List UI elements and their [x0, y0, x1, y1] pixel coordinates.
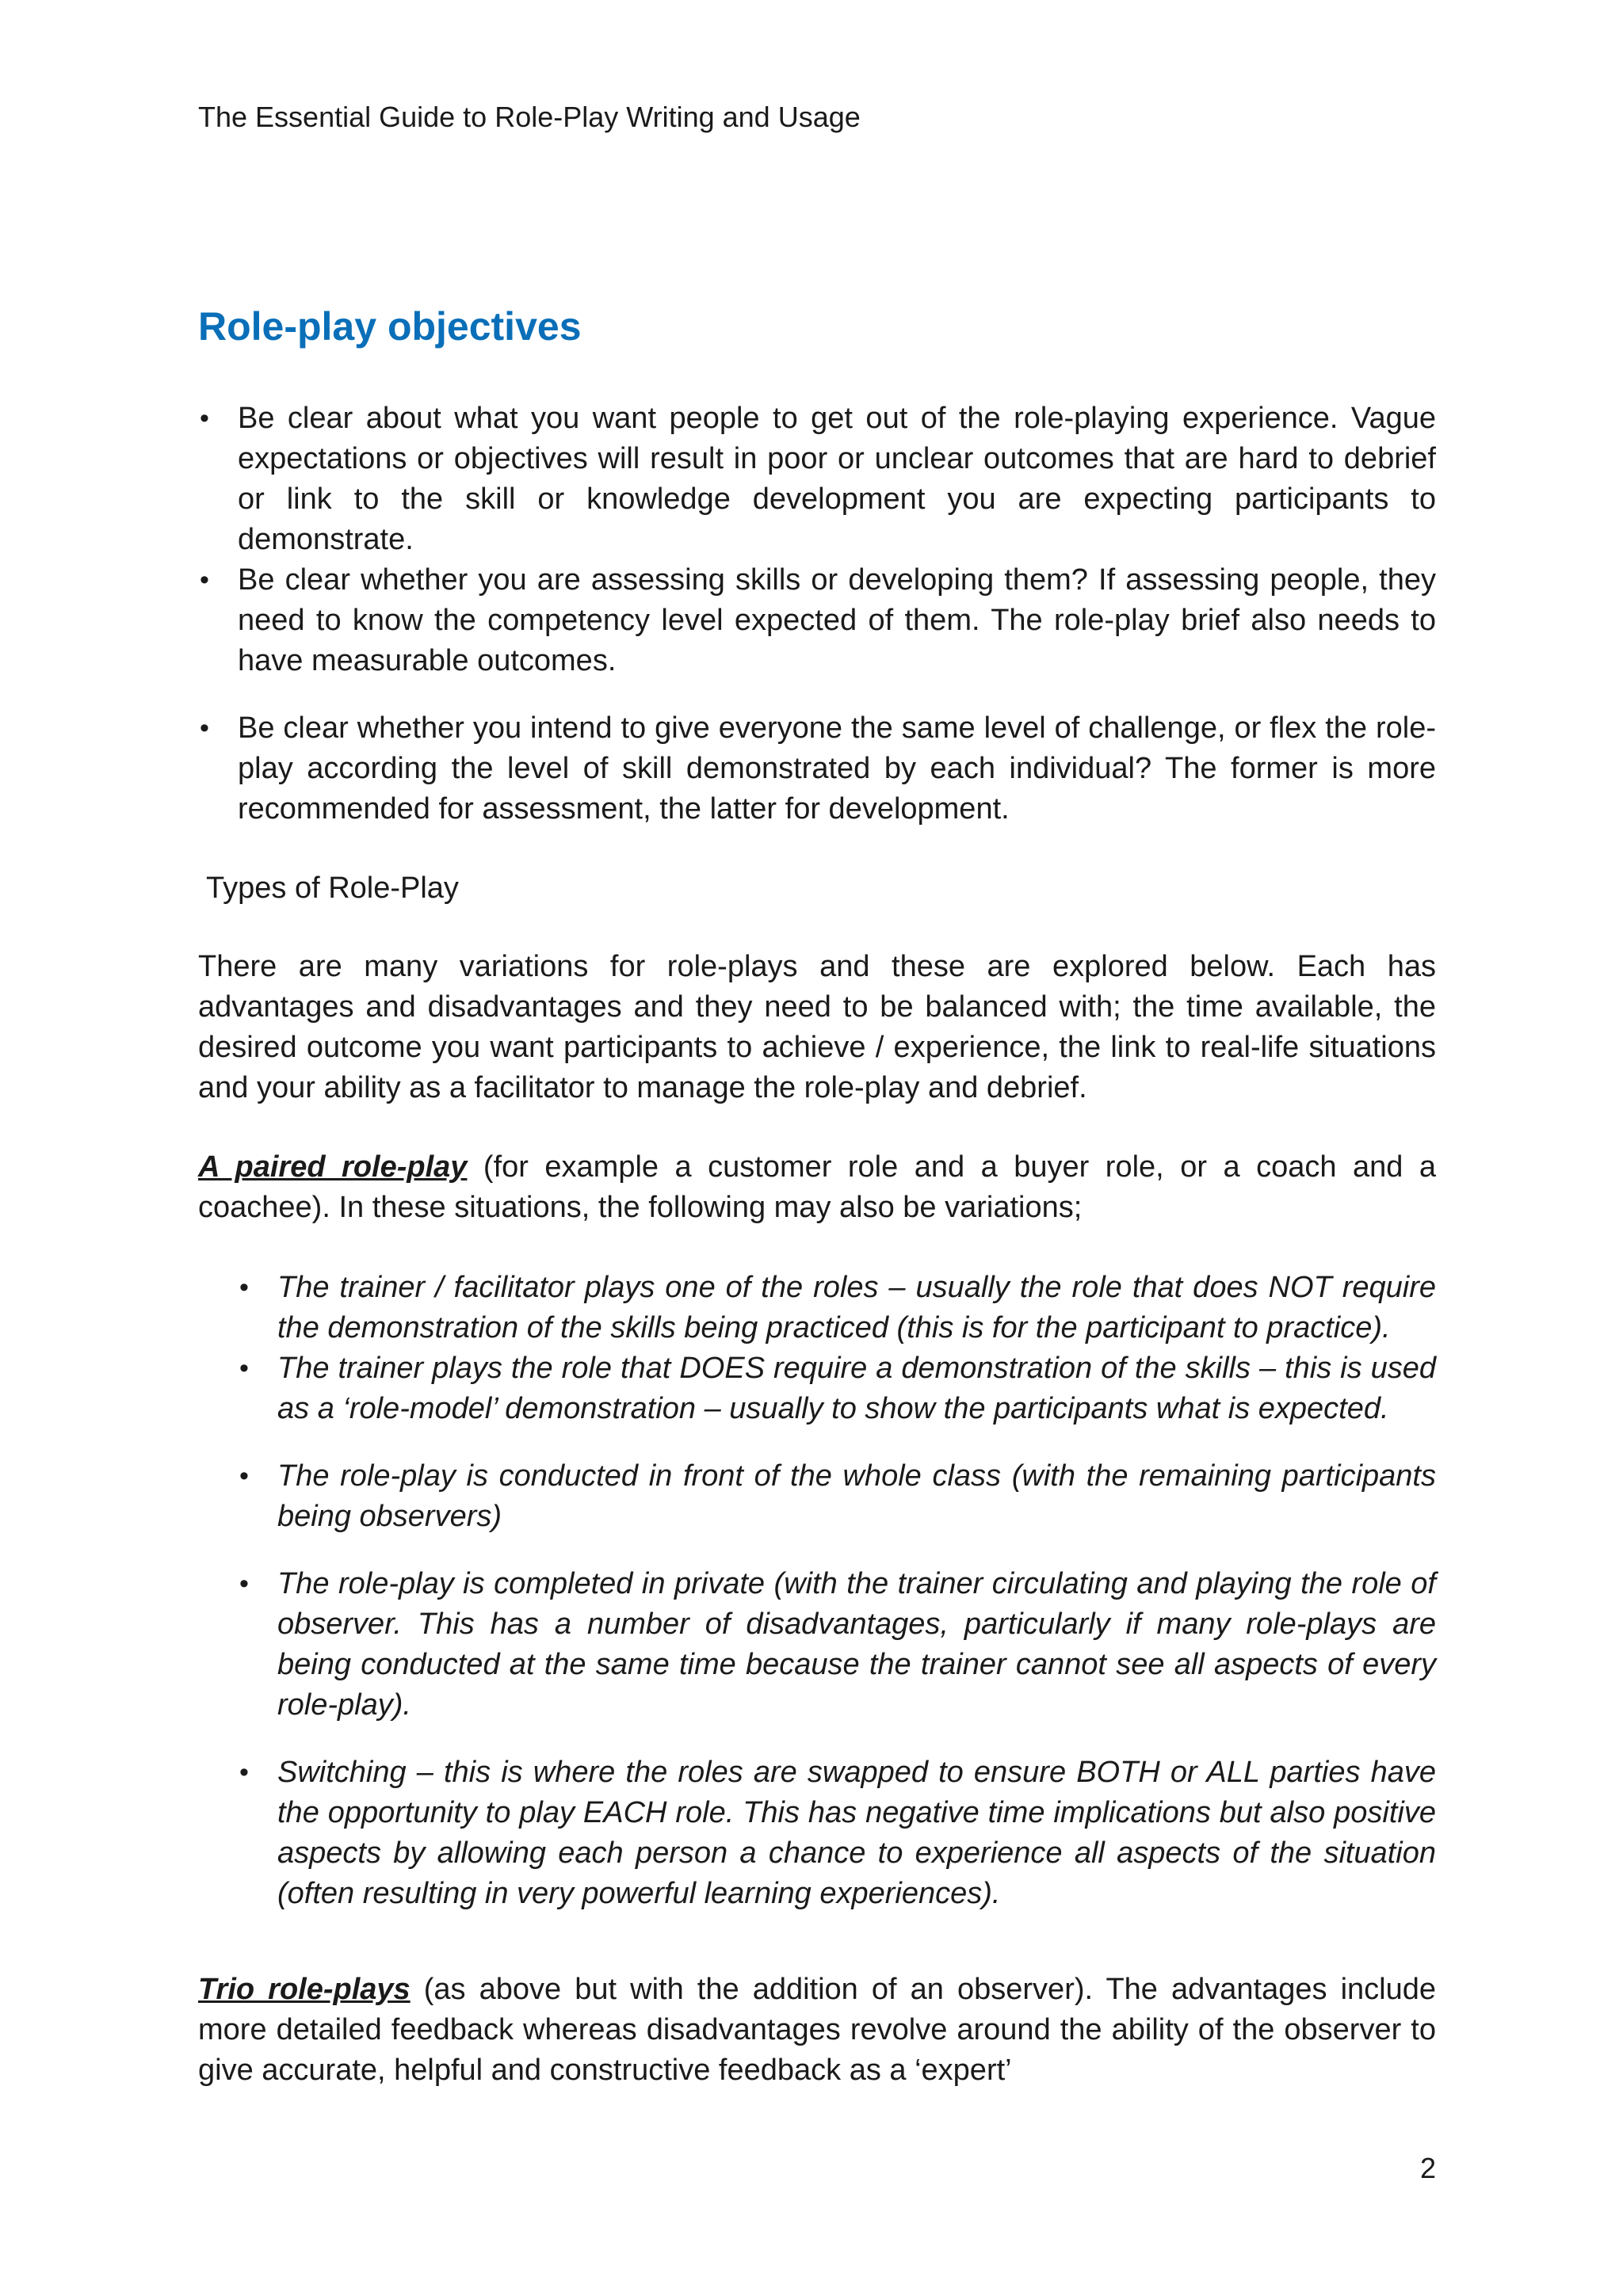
list-item	[198, 399, 1436, 560]
variation-text: Switching – this is where the roles are swapped to ensure BOTH or ALL parties have the opportunity to play EACH role. This has negative time implications but also positive aspects by allowing each person a chance to experience all aspects of the situation (often resulting in very powerful learning experiences).	[277, 1756, 1436, 1910]
list-item	[238, 1348, 1436, 1429]
list-item	[198, 560, 1436, 681]
variation-text: The trainer / facilitator plays one of the roles – usually the role that does NOT require the demonstration of the skills being practiced (this is for the participant to practice).	[277, 1271, 1436, 1344]
page-number: 2	[1419, 2152, 1436, 2184]
paired-roleplay-text: (for example a customer role and a buyer role, or a coach and a coachee). In these situations, the following may also be variations;	[198, 1150, 1437, 1224]
objective-text: Be clear whether you intend to give everyone the same level of challenge, or flex the role-play according the level of skill demonstrated by each individual? The former is more recommended for assessment, the latter for development.	[238, 711, 1436, 826]
list-item	[238, 1268, 1436, 1348]
list-item	[238, 1753, 1436, 1914]
variation-text: The role-play is conducted in front of the whole class (with the remaining participants being observers)	[277, 1459, 1436, 1533]
paired-roleplay-term: A paired role-play	[198, 1150, 468, 1184]
variations-list	[238, 1268, 1436, 1914]
list-item	[238, 1456, 1436, 1537]
list-item	[238, 1564, 1436, 1726]
variation-text: The trainer plays the role that DOES require a demonstration of the skills – this is used as a ‘role-model’ demonstration – usually to show the participants what is expected.	[277, 1352, 1436, 1425]
bullet-icon: •	[239, 1272, 249, 1302]
variation-text: The role-play is completed in private (with the trainer circulating and playing the role of observer. This has a number of disadvantages, particularly if many role-plays are being conducted at the same time because the trainer cannot see all aspects of every role-play).	[277, 1567, 1436, 1722]
bullet-icon: •	[200, 713, 209, 743]
trio-roleplay-text: (as above but with the addition of an observer). The advantages include more detailed feedback whereas disadvantages revolve around the ability of the observer to give accurate, helpful and constructive feedback as a ‘expert’	[198, 1973, 1436, 2087]
bullet-icon: •	[200, 403, 209, 433]
bullet-icon: •	[239, 1757, 249, 1787]
paired-roleplay-paragraph	[198, 1147, 1436, 1228]
objective-text: Be clear whether you are assessing skills or developing them? If assessing people, they need to know the competency level expected of them. The role-play brief also needs to have measurable outcomes.	[238, 563, 1436, 677]
list-item	[198, 708, 1436, 830]
objective-text: Be clear about what you want people to get out of the role-playing experience. Vague expectations or objectives will result in poor or unclear outcomes that are hard to debrief or link to the skill or knowledge development you are expecting participants to demonstrate.	[238, 402, 1436, 556]
types-intro-paragraph: There are many variations for role-plays and these are explored below. Each has advantages and disadvantages and they need to be balanced with; the time available, the desired outcome you want participants to achieve / experience, the link to real-life situations and your ability as a facilitator to manage the role-play and debrief.	[198, 950, 1436, 1104]
trio-roleplay-term: Trio role-plays	[198, 1973, 411, 2006]
running-header: The Essential Guide to Role-Play Writing and Usage	[198, 101, 861, 133]
bullet-icon: •	[239, 1569, 249, 1599]
bullet-icon: •	[200, 565, 209, 595]
types-heading: Types of Role-Play	[206, 871, 459, 905]
objectives-list	[198, 399, 1436, 830]
bullet-icon: •	[239, 1461, 249, 1491]
section-title: Role-play objectives	[198, 304, 582, 349]
trio-roleplay-paragraph	[198, 1970, 1436, 2091]
bullet-icon: •	[239, 1353, 249, 1383]
